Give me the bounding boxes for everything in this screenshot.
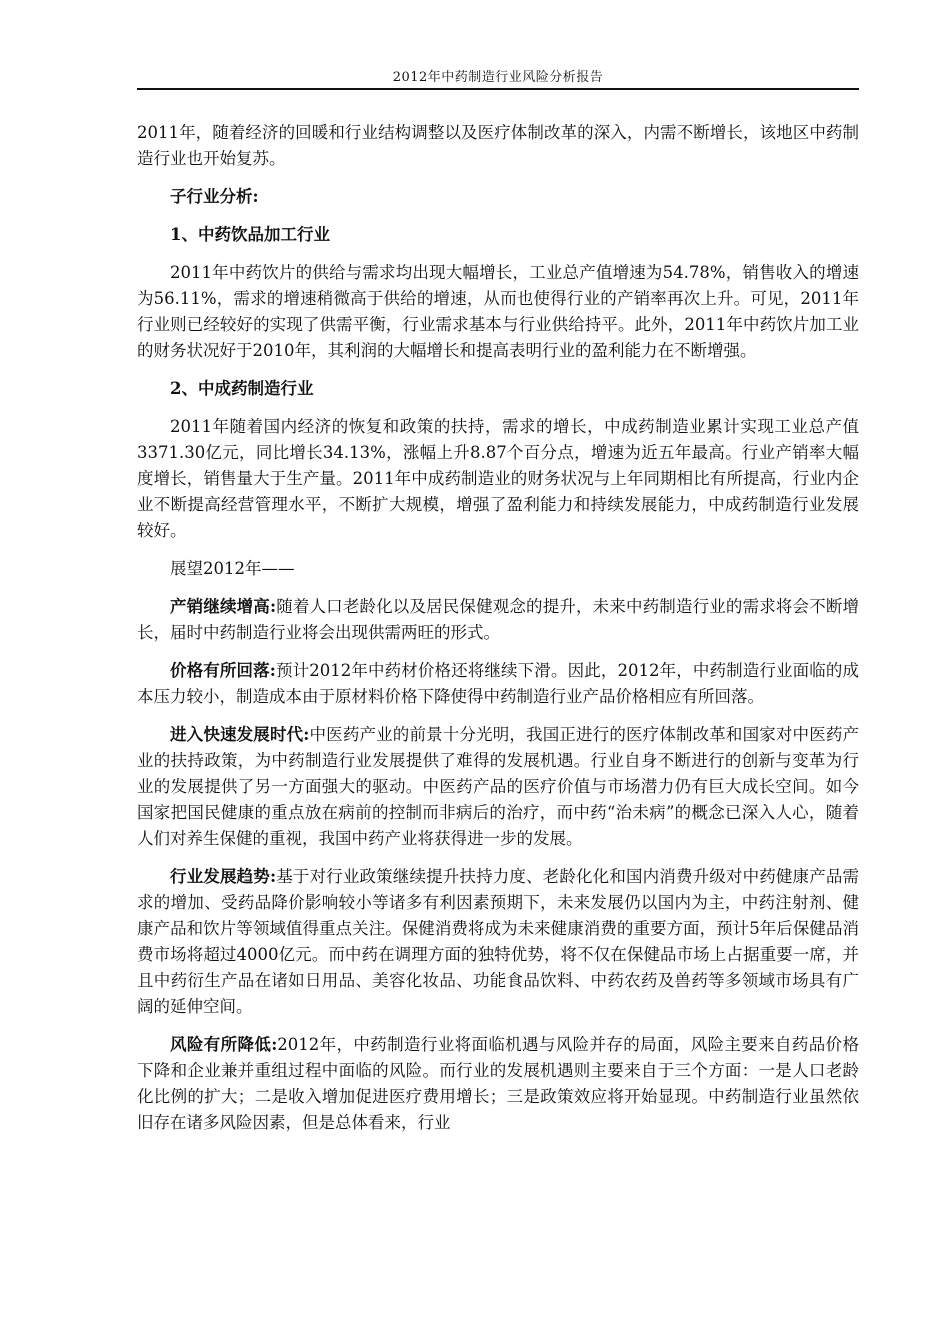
outlook-item-4-label: 行业发展趋势: <box>170 867 277 886</box>
outlook-item-2 <box>137 658 859 710</box>
section-1-paragraph: 2011年中药饮片的供给与需求均出现大幅增长，工业总产值增速为54.78%，销售收入的增速为56.11%，需求的增速稍微高于供给的增速，从而也使得行业的产销率再次上升。可见，2011年行业则已经较好的实现了供需平衡，行业需求基本与行业供给持平。此外，2011年中药饮片加工业的财务状况好于2010年，其利润的大幅增长和提高表明行业的盈利能力在不断增强。 <box>137 263 859 360</box>
outlook-item-1-label: 产销继续增高: <box>170 597 277 616</box>
outlook-item-3-text: 中医药产业的前景十分光明，我国正进行的医疗体制改革和国家对中医药产业的扶持政策，为中药制造行业发展提供了难得的发展机遇。行业自身不断进行的创新与变革为行业的发展提供了另一方面强大的驱动。中医药产品的医疗价值与市场潜力仍有巨大成长空间。如今国家把国民健康的重点放在病前的控制而非病后的治疗，而中药“治未病”的概念已深入人心，随着人们对养生保健的重视，我国中药产业将获得进一步的发展。 <box>137 725 859 848</box>
outlook-item-4-text: 基于对行业政策继续提升扶持力度、老龄化化和国内消费升级对中药健康产品需求的增加、受药品降价影响较小等诸多有利因素预期下，未来发展仍以国内为主，中药注射剂、健康产品和饮片等领域值得重点关注。保健消费将成为未来健康消费的重要方面，预计5年后保健品消费市场将超过4000亿元。而中药在调理方面的独特优势，将不仅在保健品市场上占据重要一席，并且中药衍生产品在诸如日用品、美容化妆品、功能食品饮料、中药农药及兽药等多领域市场具有广阔的延伸空间。 <box>137 867 859 1016</box>
section-heading-2: 2、中成药制造行业 <box>170 379 314 398</box>
section-heading-1: 1、中药饮品加工行业 <box>170 225 330 244</box>
page-header-title: 2012年中药制造行业风险分析报告 <box>392 70 604 85</box>
outlook-item-4 <box>137 864 859 1020</box>
section-2-paragraph: 2011年随着国内经济的恢复和政策的扶持，需求的增长，中成药制造业累计实现工业总产值3371.30亿元，同比增长34.13%，涨幅上升8.87个百分点，增速为近五年最高。行业产销率大幅度增长，销售量大于生产量。2011年中成药制造业的财务状况与上年同期相比有所提高，行业内企业不断提高经营管理水平，不断扩大规模，增强了盈利能力和持续发展能力，中成药制造行业发展较好。 <box>137 417 859 540</box>
outlook-item-2-label: 价格有所回落: <box>170 661 276 680</box>
outlook-line: 展望2012年—— <box>170 559 295 578</box>
sub-industry-heading: 子行业分析: <box>170 187 259 206</box>
outlook-item-2-text: 预计2012年中药材价格还将继续下滑。因此，2012年，中药制造行业面临的成本压力较小，制造成本由于原材料价格下降使得中药制造行业产品价格相应有所回落。 <box>137 661 860 706</box>
outlook-item-5 <box>137 1032 859 1136</box>
outlook-item-1 <box>137 594 859 646</box>
outlook-item-5-text: 2012年，中药制造行业将面临机遇与风险并存的局面，风险主要来自药品价格下降和企业兼并重组过程中面临的风险。而行业的发展机遇则主要来自于三个方面：一是人口老龄化比例的扩大；二是收入增加促进医疗费用增长；三是政策效应将开始显现。中药制造行业虽然依旧存在诸多风险因素，但是总体看来，行业 <box>137 1035 859 1132</box>
document-body <box>137 120 859 1148</box>
header-divider <box>137 88 859 90</box>
outlook-item-5-label: 风险有所降低: <box>170 1035 278 1054</box>
outlook-item-1-text: 随着人口老龄化以及居民保健观念的提升，未来中药制造行业的需求将会不断增长，届时中药制造行业将会出现供需两旺的形式。 <box>137 597 859 642</box>
intro-paragraph: 2011年，随着经济的回暖和行业结构调整以及医疗体制改革的深入，内需不断增长，该地区中药制造行业也开始复苏。 <box>137 123 859 168</box>
outlook-item-3-label: 进入快速发展时代: <box>170 725 310 744</box>
outlook-item-3 <box>137 722 859 852</box>
